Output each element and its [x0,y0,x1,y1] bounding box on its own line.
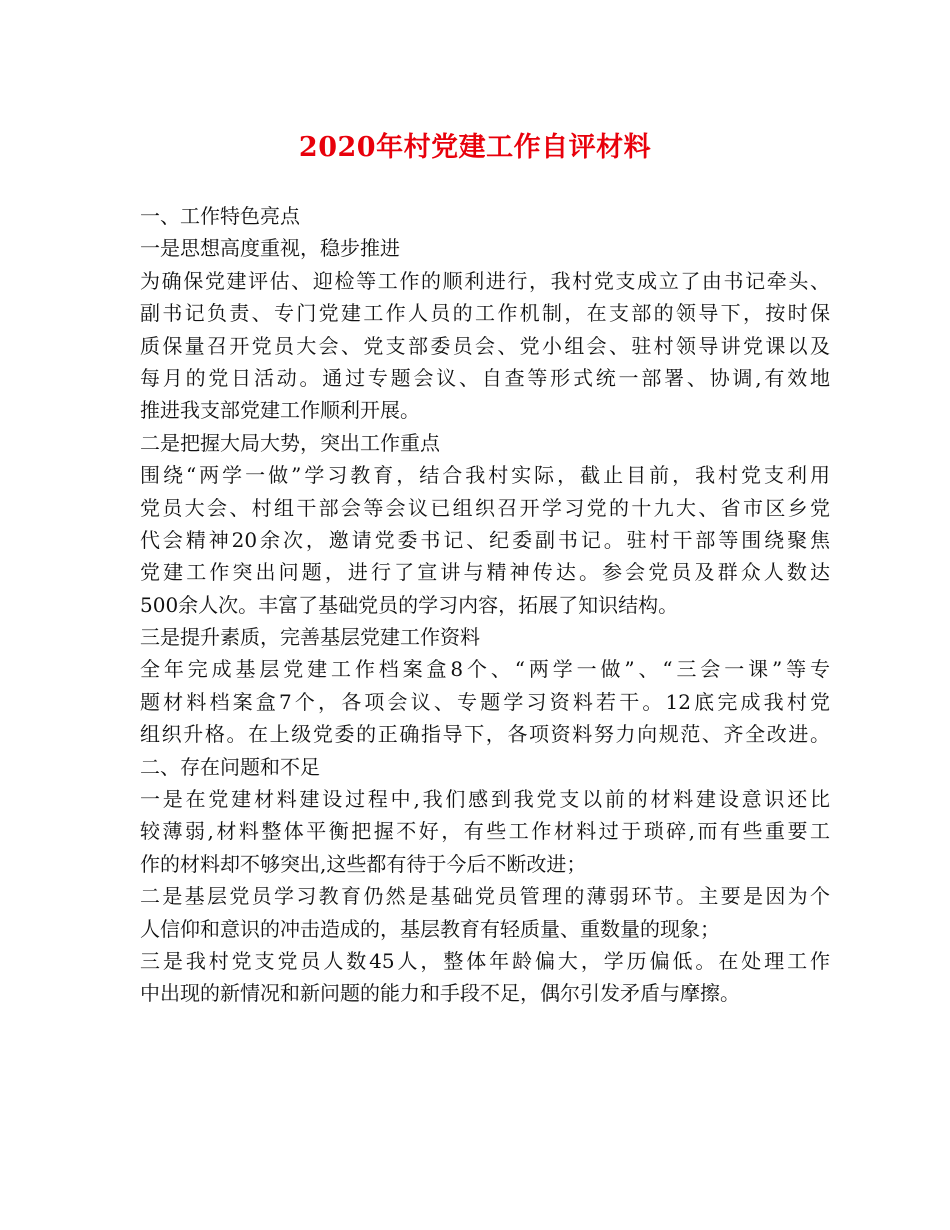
paragraph-line: 500余人次。丰富了基础党员的学习内容，拓展了知识结构。 [140,592,679,617]
paragraph-line: 题材料档案盒7个，各项会议、专题学习资料若干。12底完成我村党 [140,689,830,714]
paragraph-line: 二是基层党员学习教育仍然是基础党员管理的薄弱环节。主要是因为个 [140,884,830,909]
paragraph-line: 围绕“两学一做”学习教育，结合我村实际，截止目前，我村党支利用 [140,463,830,488]
subsection-heading: 二是把握大局大势，突出工作重点 [140,430,440,455]
section-heading: 一、工作特色亮点 [140,204,300,228]
paragraph-line: 作的材料却不够突出,这些都有待于今后不断改进； [140,851,587,876]
paragraph-line: 组织升格。在上级党委的正确指导下，各项资料努力向规范、齐全改进。 [140,722,830,747]
subsection-heading: 三是提升素质，完善基层党建工作资料 [140,625,480,650]
paragraph-line: 每月的党日活动。通过专题会议、自查等形式统一部署、协调,有效地 [140,365,830,390]
paragraph-line: 党员大会、村组干部会等会议已组织召开学习党的十九大、省市区乡党 [140,495,830,520]
section-heading: 二、存在问题和不足 [140,754,320,779]
document-body [140,200,830,1010]
paragraph-line: 质保量召开党员大会、党支部委员会、党小组会、驻村领导讲党课以及 [140,333,830,358]
paragraph-line: 三是我村党支党员人数45人，整体年龄偏大，学历偏低。在处理工作 [140,948,830,973]
paragraph-line: 全年完成基层党建工作档案盒8个、“两学一做”、“三会一课”等专 [140,657,830,682]
paragraph-line: 一是在党建材料建设过程中,我们感到我党支以前的材料建设意识还比 [140,787,830,812]
paragraph-line: 为确保党建评估、迎检等工作的顺利进行，我村党支成立了由书记牵头、 [140,268,830,293]
paragraph-line: 党建工作突出问题，进行了宣讲与精神传达。参会党员及群众人数达 [140,560,830,585]
paragraph-line: 人信仰和意识的冲击造成的，基层教育有轻质量、重数量的现象； [140,916,720,941]
paragraph-line: 副书记负责、专门党建工作人员的工作机制，在支部的领导下，按时保 [140,301,830,326]
subsection-heading: 一是思想高度重视，稳步推进 [140,236,400,261]
paragraph-line: 代会精神20余次，邀请党委书记、纪委副书记。驻村干部等围绕聚焦 [140,527,830,552]
paragraph-line: 中出现的新情况和新问题的能力和手段不足，偶尔引发矛盾与摩擦。 [140,981,740,1006]
paragraph-line: 较薄弱,材料整体平衡把握不好，有些工作材料过于琐碎,而有些重要工 [140,819,830,844]
document-title: 2020年村党建工作自评材料 [298,132,652,163]
paragraph-line: 推进我支部党建工作顺利开展。 [140,398,420,423]
